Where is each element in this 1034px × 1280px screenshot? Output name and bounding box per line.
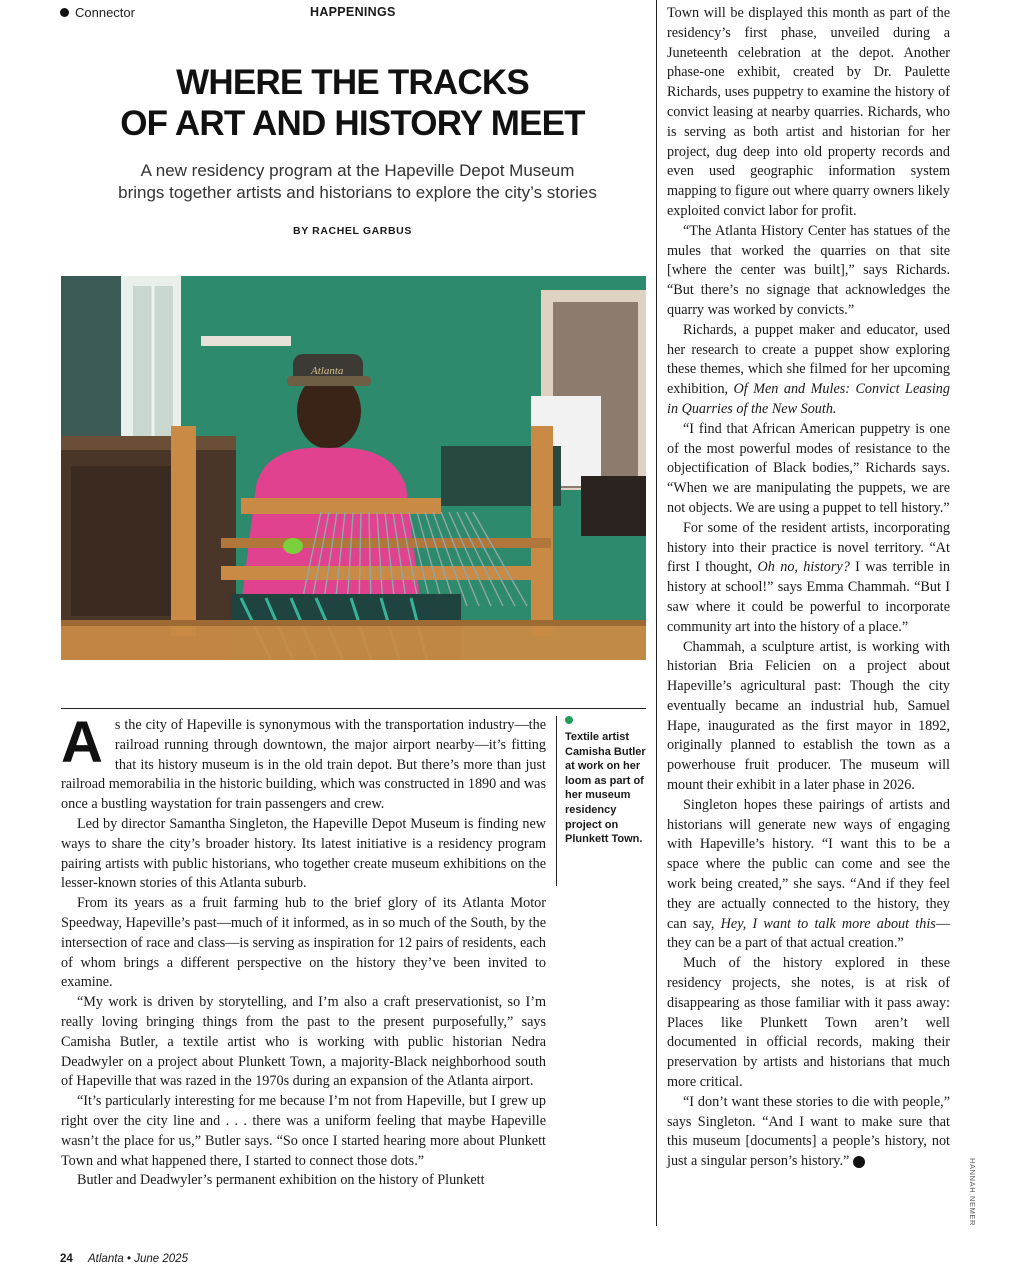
paragraph: Much of the history explored in these residency projects, she notes, is at risk of disappearing as those familiar with it pass away: Places like Plunkett Town aren’t well documented in official records, making their preservation by artists and historians that much more critical. — [667, 955, 950, 1091]
section-label: Connector — [75, 5, 135, 20]
department-label: HAPPENINGS — [310, 5, 396, 19]
caption-dot-icon — [565, 716, 573, 724]
caption-column-rule — [556, 716, 557, 886]
bullet-icon — [60, 8, 69, 17]
drop-cap: A — [61, 710, 103, 775]
section-tag — [60, 5, 135, 20]
deck-line-1: A new residency program at the Hapeville Depot Museum — [140, 161, 575, 180]
paragraph: From its years as a fruit farming hub to the brief glory of its Atlanta Motor Speedway, Hapeville’s past—much of it informed, as in so much of the South, by the intersection of race and class—is serving as inspiration for 12 pairs of residents, each of whom brings a different perspective on the history they’ve been invited to examine. — [61, 895, 546, 991]
feature-photo — [61, 276, 646, 660]
paragraph: For some of the resident artists, incorporating history into their practice is novel territory. “At first I thought, Oh no, history? I was terrible in history at school!” says Emma Chammah. “But I saw where it could be powerful to incorporate community art into the history of a place.” — [667, 519, 950, 635]
caption-top-rule — [61, 708, 646, 709]
hat-text: Atlanta — [311, 365, 344, 377]
paragraph: Butler and Deadwyler’s permanent exhibition on the history of Plunkett — [77, 1172, 485, 1189]
issue-date: June 2025 — [134, 1253, 188, 1265]
body-column-left — [61, 710, 546, 1191]
paragraph: “I don’t want these stories to die with people,” says Singleton. “And I want to make sure that this museum [documents] a people’s history, not just a singular person’s history.” A — [667, 1093, 950, 1170]
magazine-name: Atlanta — [88, 1253, 124, 1265]
paragraph: Chammah, a sculpture artist, is working with historian Bria Felicien on a project about Hapeville’s agricultural past: Though the city eventually became an industrial hub, Samuel Hape, inaugurated as the first mayor in 1892, originally planned to establish the town as a powerhouse fruit producer. The museum will mount their exhibit in a later phase in 2026. — [667, 638, 950, 794]
photo-credit: HANNAH NEMER — [968, 1158, 977, 1227]
caption-text: Textile artist Camisha Butler at work on her loom as part of her museum residency project on Plunkett Town. — [565, 731, 646, 846]
footer-separator: • — [127, 1253, 132, 1265]
paragraph: “I find that African American puppetry is one of the most powerful modes of resistance to the objectification of Black bodies,” Richards says. “When we are manipulating the puppets, we are not objects. We are using a puppet to tell history.” — [667, 420, 950, 516]
page-number: 24 — [60, 1253, 73, 1265]
paragraph: Singleton hopes these pairings of artists and historians will generate new ways of engaging with Hapeville’s history. “I want this to be a space where the public can come and see the work being created,” she says. “And if they feel they are actually connected to the history, they can say, Hey, I want to talk more about this—they can be a part of that actual creation.” — [667, 796, 950, 952]
headline — [60, 62, 645, 144]
paragraph: “It’s particularly interesting for me because I’m not from Hapeville, but I grew up right over the city line and . . . there was a uniform feeling that maybe Hapeville wasn’t the place for us,” Butler says. “So once I started hearing more about Plunkett Town and what happened there, I started to connect those dots.” — [61, 1093, 546, 1169]
paragraph: As the city of Hapeville is synonymous with the transportation industry—the railroad running through downtown, the major airport nearby—it’s fitting that its history museum is in the old train depot. But there’s more than just railroad memorabilia in the historic building, which was constructed in 1890 and was once a bustling waystation for train passengers and crew. — [61, 710, 546, 813]
headline-line-1: WHERE THE TRACKS — [176, 63, 529, 102]
deck — [60, 160, 655, 204]
paragraph: “The Atlanta History Center has statues of the mules that worked the quarries on that site [where the center was built],” says Richards. “But there’s no signage that acknowledges the quarry was worked by convicts.” — [667, 222, 950, 318]
headline-line-2: OF ART AND HISTORY MEET — [120, 104, 585, 143]
deck-line-2: brings together artists and historians to explore the city’s stories — [118, 183, 597, 202]
exhibition-title: Of Men and Mules: Convict Leasing in Quarries of the New South. — [667, 381, 950, 417]
right-column-rule — [656, 0, 657, 1226]
byline: BY RACHEL GARBUS — [293, 225, 412, 237]
paragraph: Richards, a puppet maker and educator, used her research to create a puppet show exploring these themes, which she filmed for her upcoming exhibition, Of Men and Mules: Convict Leasing in Quarries of the New South. — [667, 321, 950, 417]
end-mark-icon: A — [853, 1156, 865, 1168]
photo-caption — [565, 716, 650, 847]
paragraph: Led by director Samantha Singleton, the Hapeville Depot Museum is finding new ways to share the city’s broader history. Its latest initiative is a residency program pairing artists with public historians, who together create museum exhibitions on the lesser-known stories of this Atlanta suburb. — [61, 815, 546, 892]
paragraph: Town will be displayed this month as part of the residency’s first phase, unveiled during a Juneteenth celebration at the depot. Another phase-one exhibit, created by Dr. Paulette Richards, uses puppetry to examine the history of convict leasing at nearby quarries. Richards, who is serving as both artist and historian for her project, dug deep into old property records and even used geographic information system mapping to figure out where quarry owners likely exploited convict labor for profit. — [667, 5, 950, 219]
body-column-right — [667, 4, 950, 1172]
page-footer — [60, 1253, 188, 1265]
paragraph: “My work is driven by storytelling, and I’m also a craft preservationist, so I’m really loving bringing things from the past to the present purposefully,” says Camisha Butler, a textile artist who is working with public historian Nedra Deadwyler on a project about Plunkett Town, a majority-Black neighborhood south of Hapeville that was razed in the 1970s during an expansion of the Atlanta airport. — [61, 994, 546, 1090]
